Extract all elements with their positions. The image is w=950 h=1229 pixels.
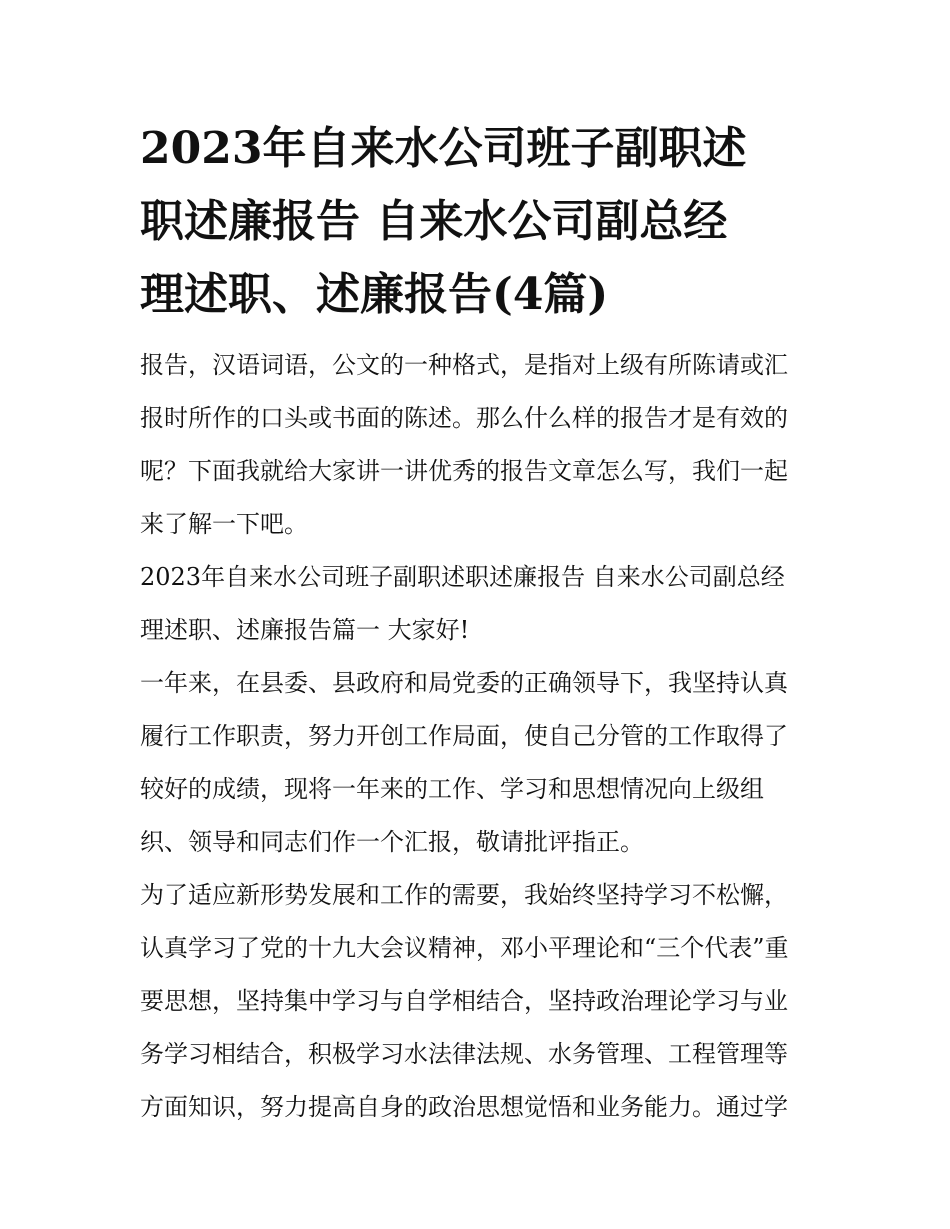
paragraph-line: 报告，汉语词语，公文的一种格式，是指对上级有所陈请或汇 (140, 351, 788, 379)
paragraph-line: 方面知识，努力提高自身的政治思想觉悟和业务能力。通过学 (140, 1093, 788, 1121)
body-paragraph (140, 869, 816, 1134)
paragraph-line: 一年来，在县委、县政府和局党委的正确领导下，我坚持认真 (140, 669, 788, 697)
section-heading-paragraph (140, 551, 816, 657)
paragraph-line: 认真学习了党的十九大会议精神，邓小平理论和“三个代表”重 (140, 934, 789, 962)
paragraph-line: 织、领导和同志们作一个汇报，敬请批评指正。 (140, 828, 644, 856)
paragraph-line: 理述职、述廉报告篇一 大家好! (140, 616, 470, 644)
paragraph-line: 来了解一下吧。 (140, 510, 308, 538)
paragraph-line: 呢？下面我就给大家讲一讲优秀的报告文章怎么写，我们一起 (140, 457, 788, 485)
paragraph-line: 履行工作职责，努力开创工作局面，使自己分管的工作取得了 (140, 722, 788, 750)
paragraph-line: 务学习相结合，积极学习水法律法规、水务管理、工程管理等 (140, 1040, 788, 1068)
document-content (140, 112, 816, 1134)
paragraph-line: 2023年自来水公司班子副职述职述廉报告 自来水公司副总经 (140, 563, 785, 591)
title-line: 2023年自来水公司班子副职述 (140, 123, 747, 174)
paragraph-line: 报时所作的口头或书面的陈述。那么什么样的报告才是有效的 (140, 404, 788, 432)
paragraph-line: 要思想，坚持集中学习与自学相结合，坚持政治理论学习与业 (140, 987, 788, 1015)
paragraph-line: 较好的成绩，现将一年来的工作、学习和思想情况向上级组 (140, 775, 764, 803)
intro-paragraph (140, 339, 816, 551)
title-line: 理述职、述廉报告(4篇) (140, 269, 609, 320)
paragraph-line: 为了适应新形势发展和工作的需要，我始终坚持学习不松懈， (140, 881, 788, 909)
title-line: 职述廉报告 自来水公司副总经 (140, 196, 728, 247)
body-paragraph (140, 657, 816, 869)
document-title (140, 112, 816, 331)
